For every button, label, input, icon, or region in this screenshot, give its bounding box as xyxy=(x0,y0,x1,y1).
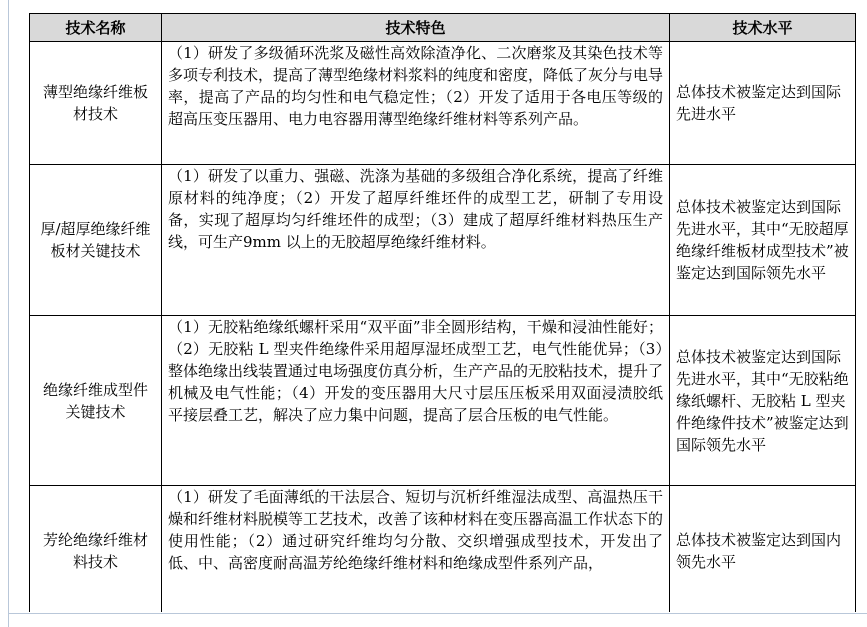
tech-level-cell: 总体技术被鉴定达到国际先进水平 xyxy=(670,42,856,165)
header-tech-level: 技术水平 xyxy=(670,14,856,42)
tech-feature-cell: （1）研发了毛面薄纸的干法层合、短切与沉析纤维湿法成型、高温热压干燥和纤维材料脱模等工艺技术，改善了该种材料在变压器高温工作状态下的使用性能；（2）通过研究纤维均匀分散、交织增强成型技术，开发出了低、中、高密度耐高温芳纶绝缘纤维材料和绝缘成型件系列产品， xyxy=(162,486,670,613)
tech-feature-cell: （1）研发了以重力、强磁、洗涤为基础的多级组合净化系统，提高了纤维原材料的纯净度；（2）开发了超厚纤维坯件的成型工艺，研制了专用设备，实现了超厚均匀纤维坯件的成型；（3）建成了超厚纤维材料热压生产线，可生产9mm 以上的无胶超厚绝缘纤维材料。 xyxy=(162,165,670,316)
tech-feature-cell: （1）无胶粘绝缘纸螺杆采用“双平面”非全圆形结构，干燥和浸油性能好；（2）无胶粘 L 型夹件绝缘件采用超厚湿坯成型工艺，电气性能优异；（3）整体绝缘出线装置通过电场强度仿真分析，生产产品的无胶粘技术，提升了机械及电气性能；（4）开发的变压器用大尺寸层压压板采用双面浸渍胶纸平接层叠工艺，解决了应力集中问题，提高了层合压板的电气性能。 xyxy=(162,316,670,486)
table-row xyxy=(30,42,856,165)
header-tech-feature: 技术特色 xyxy=(162,14,670,42)
page-frame-bottom-border xyxy=(8,613,867,614)
tech-name-cell: 厚/超厚绝缘纤维板材关键技术 xyxy=(30,165,162,316)
header-tech-name: 技术名称 xyxy=(30,14,162,42)
table-row xyxy=(30,165,856,316)
tech-name-cell: 芳纶绝缘纤维材料技术 xyxy=(30,486,162,613)
tech-name-cell: 薄型绝缘纤维板材技术 xyxy=(30,42,162,165)
tech-level-cell: 总体技术被鉴定达到国内领先水平 xyxy=(670,486,856,613)
tech-feature-cell: （1）研发了多级循环洗浆及磁性高效除渣净化、二次磨浆及其染色技术等多项专利技术，提高了薄型绝缘材料浆料的纯度和密度，降低了灰分与电导率，提高了产品的均匀性和电气稳定性；（2）开发了适用于各电压等级的超高压变压器用、电力电容器用薄型绝缘纤维材料等系列产品。 xyxy=(162,42,670,165)
tech-name-cell: 绝缘纤维成型件关键技术 xyxy=(30,316,162,486)
table-row xyxy=(30,316,856,486)
tech-level-cell: 总体技术被鉴定达到国际先进水平，其中“无胶粘绝缘纸螺杆、无胶粘 L 型夹件绝缘件技术”被鉴定达到国际领先水平 xyxy=(670,316,856,486)
technology-table xyxy=(29,13,856,612)
tech-level-cell: 总体技术被鉴定达到国际先进水平，其中“无胶超厚绝缘纤维板材成型技术”被鉴定达到国际领先水平 xyxy=(670,165,856,316)
table-row xyxy=(30,486,856,613)
table-header-row xyxy=(30,14,856,42)
